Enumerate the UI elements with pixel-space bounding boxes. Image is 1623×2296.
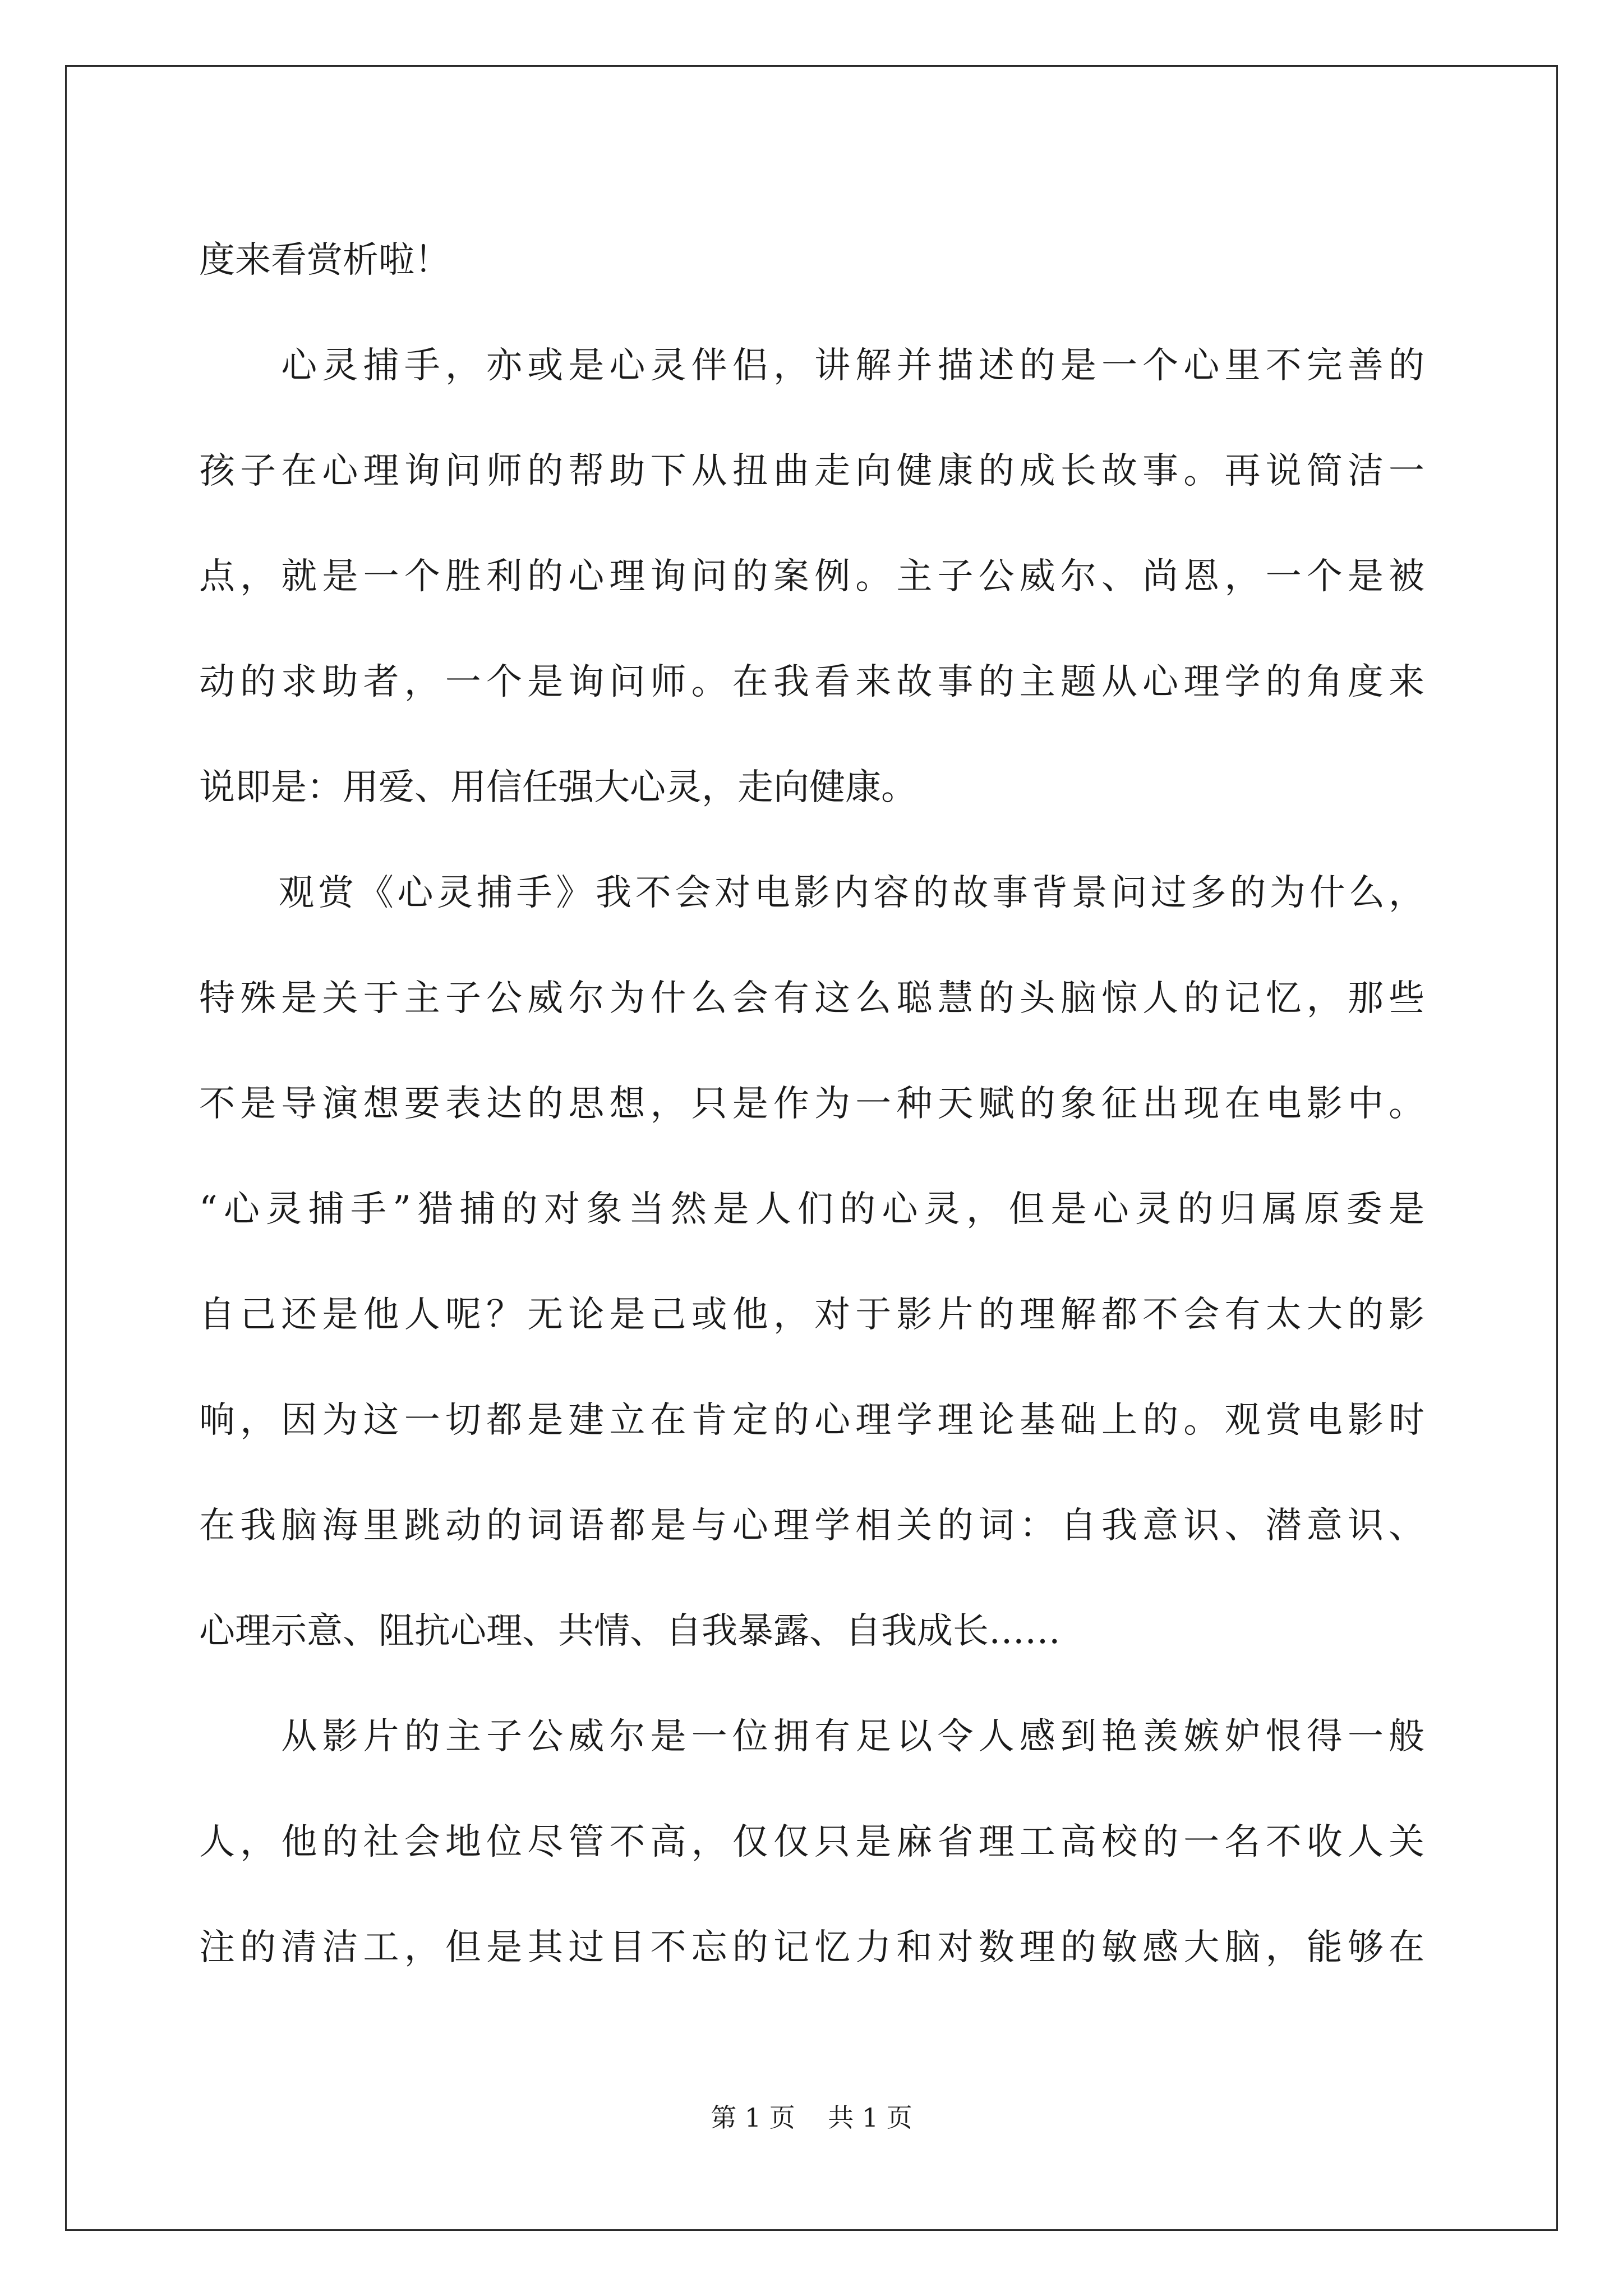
text-line: 特殊是关于主子公威尔为什么会有这么聪慧的头脑惊人的记忆，那些 — [199, 978, 1424, 1019]
page-number-footer: 第 1 页 共 1 页 — [711, 2102, 912, 2133]
text-line: 从影片的主子公威尔是一位拥有足以令人感到艳羡嫉妒恨得一般 — [199, 1716, 1424, 1757]
text-line: 心灵捕手，亦或是心灵伴侣，讲解并描述的是一个心里不完善的 — [199, 345, 1424, 386]
text-line: 观赏《心灵捕手》我不会对电影内容的故事背景问过多的为什么， — [199, 872, 1424, 914]
text-line: 心理示意、阻抗心理、共情、自我暴露、自我成长…… — [199, 1611, 1061, 1652]
text-line: “心灵捕手”猎捕的对象当然是人们的心灵，但是心灵的归属原委是 — [199, 1189, 1424, 1230]
text-line: 动的求助者，一个是询问师。在我看来故事的主题从心理学的角度来 — [199, 661, 1424, 703]
text-line: 注的清洁工，但是其过目不忘的记忆力和对数理的敏感大脑，能够在 — [199, 1927, 1424, 1968]
text-line: 在我脑海里跳动的词语都是与心理学相关的词：自我意识、潜意识、 — [199, 1505, 1424, 1547]
text-line: 响，因为这一切都是建立在肯定的心理学理论基础上的。观赏电影时 — [199, 1400, 1424, 1441]
text-line: 点，就是一个胜利的心理询问的案例。主子公威尔、尚恩，一个是被 — [199, 556, 1424, 597]
text-line: 自己还是他人呢？无论是己或他，对于影片的理解都不会有太大的影 — [199, 1294, 1424, 1336]
text-line: 不是导演想要表达的思想，只是作为一种天赋的象征出现在电影中。 — [199, 1083, 1424, 1125]
text-line: 度来看赏析啦！ — [199, 240, 450, 281]
text-line: 人，他的社会地位尽管不高，仅仅只是麻省理工高校的一名不收人关 — [199, 1821, 1424, 1863]
text-line: 说即是：用爱、用信任强大心灵，走向健康。 — [199, 767, 917, 808]
text-line: 孩子在心理询问师的帮助下从扭曲走向健康的成长故事。再说简洁一 — [199, 450, 1424, 492]
document-body — [199, 208, 1424, 2000]
